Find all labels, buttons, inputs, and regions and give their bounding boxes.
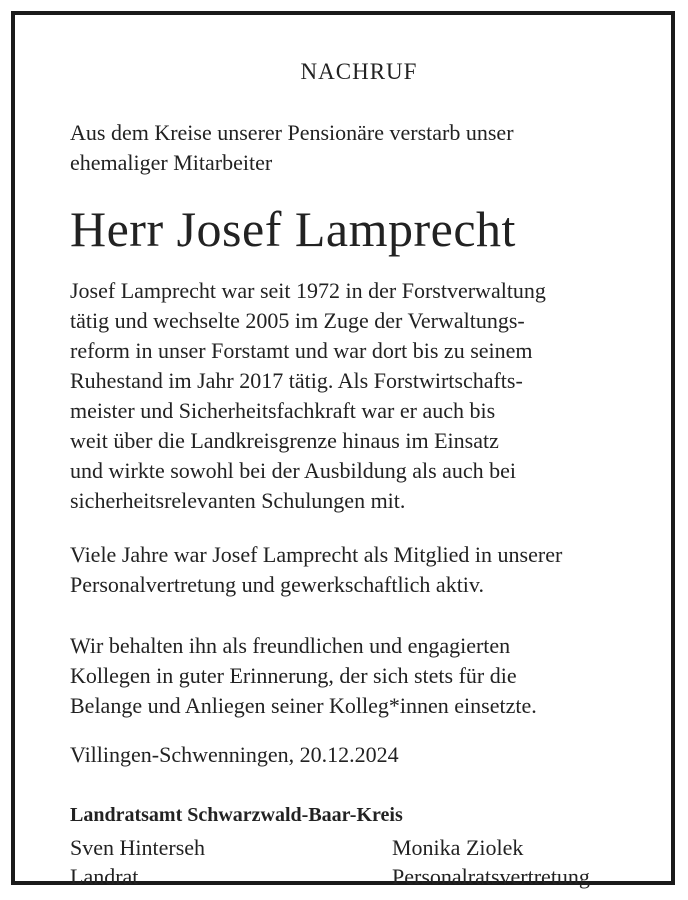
notice-heading: NACHRUF (300, 59, 418, 84)
intro-text (70, 118, 660, 178)
place-date: Villingen-Schwenningen, 20.12.2024 (70, 742, 399, 767)
engagement-paragraph (70, 540, 660, 600)
text-line: tätig und wechselte 2005 im Zuge der Verwaltungs- (70, 308, 525, 333)
text-line: Kollegen in guter Erinnerung, der sich stets für die (70, 663, 517, 688)
signatory-right (392, 833, 590, 891)
text-line: weit über die Landkreisgrenze hinaus im Einsatz (70, 428, 499, 453)
signatory-left (70, 833, 205, 891)
intro-line: Aus dem Kreise unserer Pensionäre verstarb unser (70, 120, 514, 145)
signatory-name: Sven Hinterseh (70, 835, 206, 860)
text-line: Ruhestand im Jahr 2017 tätig. Als Forstwirtschafts- (70, 368, 523, 393)
signatory-role: Landrat (70, 864, 139, 889)
biography-paragraph (70, 276, 660, 516)
text-line: Personalvertretung und gewerkschaftlich aktiv. (70, 572, 484, 597)
organization-name: Landratsamt Schwarzwald-Baar-Kreis (70, 804, 403, 826)
deceased-name: Herr Josef Lamprecht (70, 201, 516, 257)
text-line: reform in unser Forstamt und war dort bis zu seinem (70, 338, 533, 363)
text-line: sicherheitsrelevanten Schulungen mit. (70, 488, 406, 513)
text-line: Wir behalten ihn als freundlichen und engagierten (70, 633, 511, 658)
remembrance-paragraph (70, 631, 660, 721)
text-line: Viele Jahre war Josef Lamprecht als Mitglied in unserer (70, 542, 563, 567)
text-line: und wirkte sowohl bei der Ausbildung als auch bei (70, 458, 517, 483)
notice-border (11, 11, 675, 889)
text-line: Josef Lamprecht war seit 1972 in der Forstverwaltung (70, 278, 546, 303)
text-line: Belange und Anliegen seiner Kolleg*innen einsetzte. (70, 693, 537, 718)
intro-line: ehemaliger Mitarbeiter (70, 150, 273, 175)
signatory-name: Monika Ziolek (392, 835, 524, 860)
text-line: meister und Sicherheitsfachkraft war er auch bis (70, 398, 496, 423)
signatory-role: Personalratsvertretung (392, 864, 590, 889)
